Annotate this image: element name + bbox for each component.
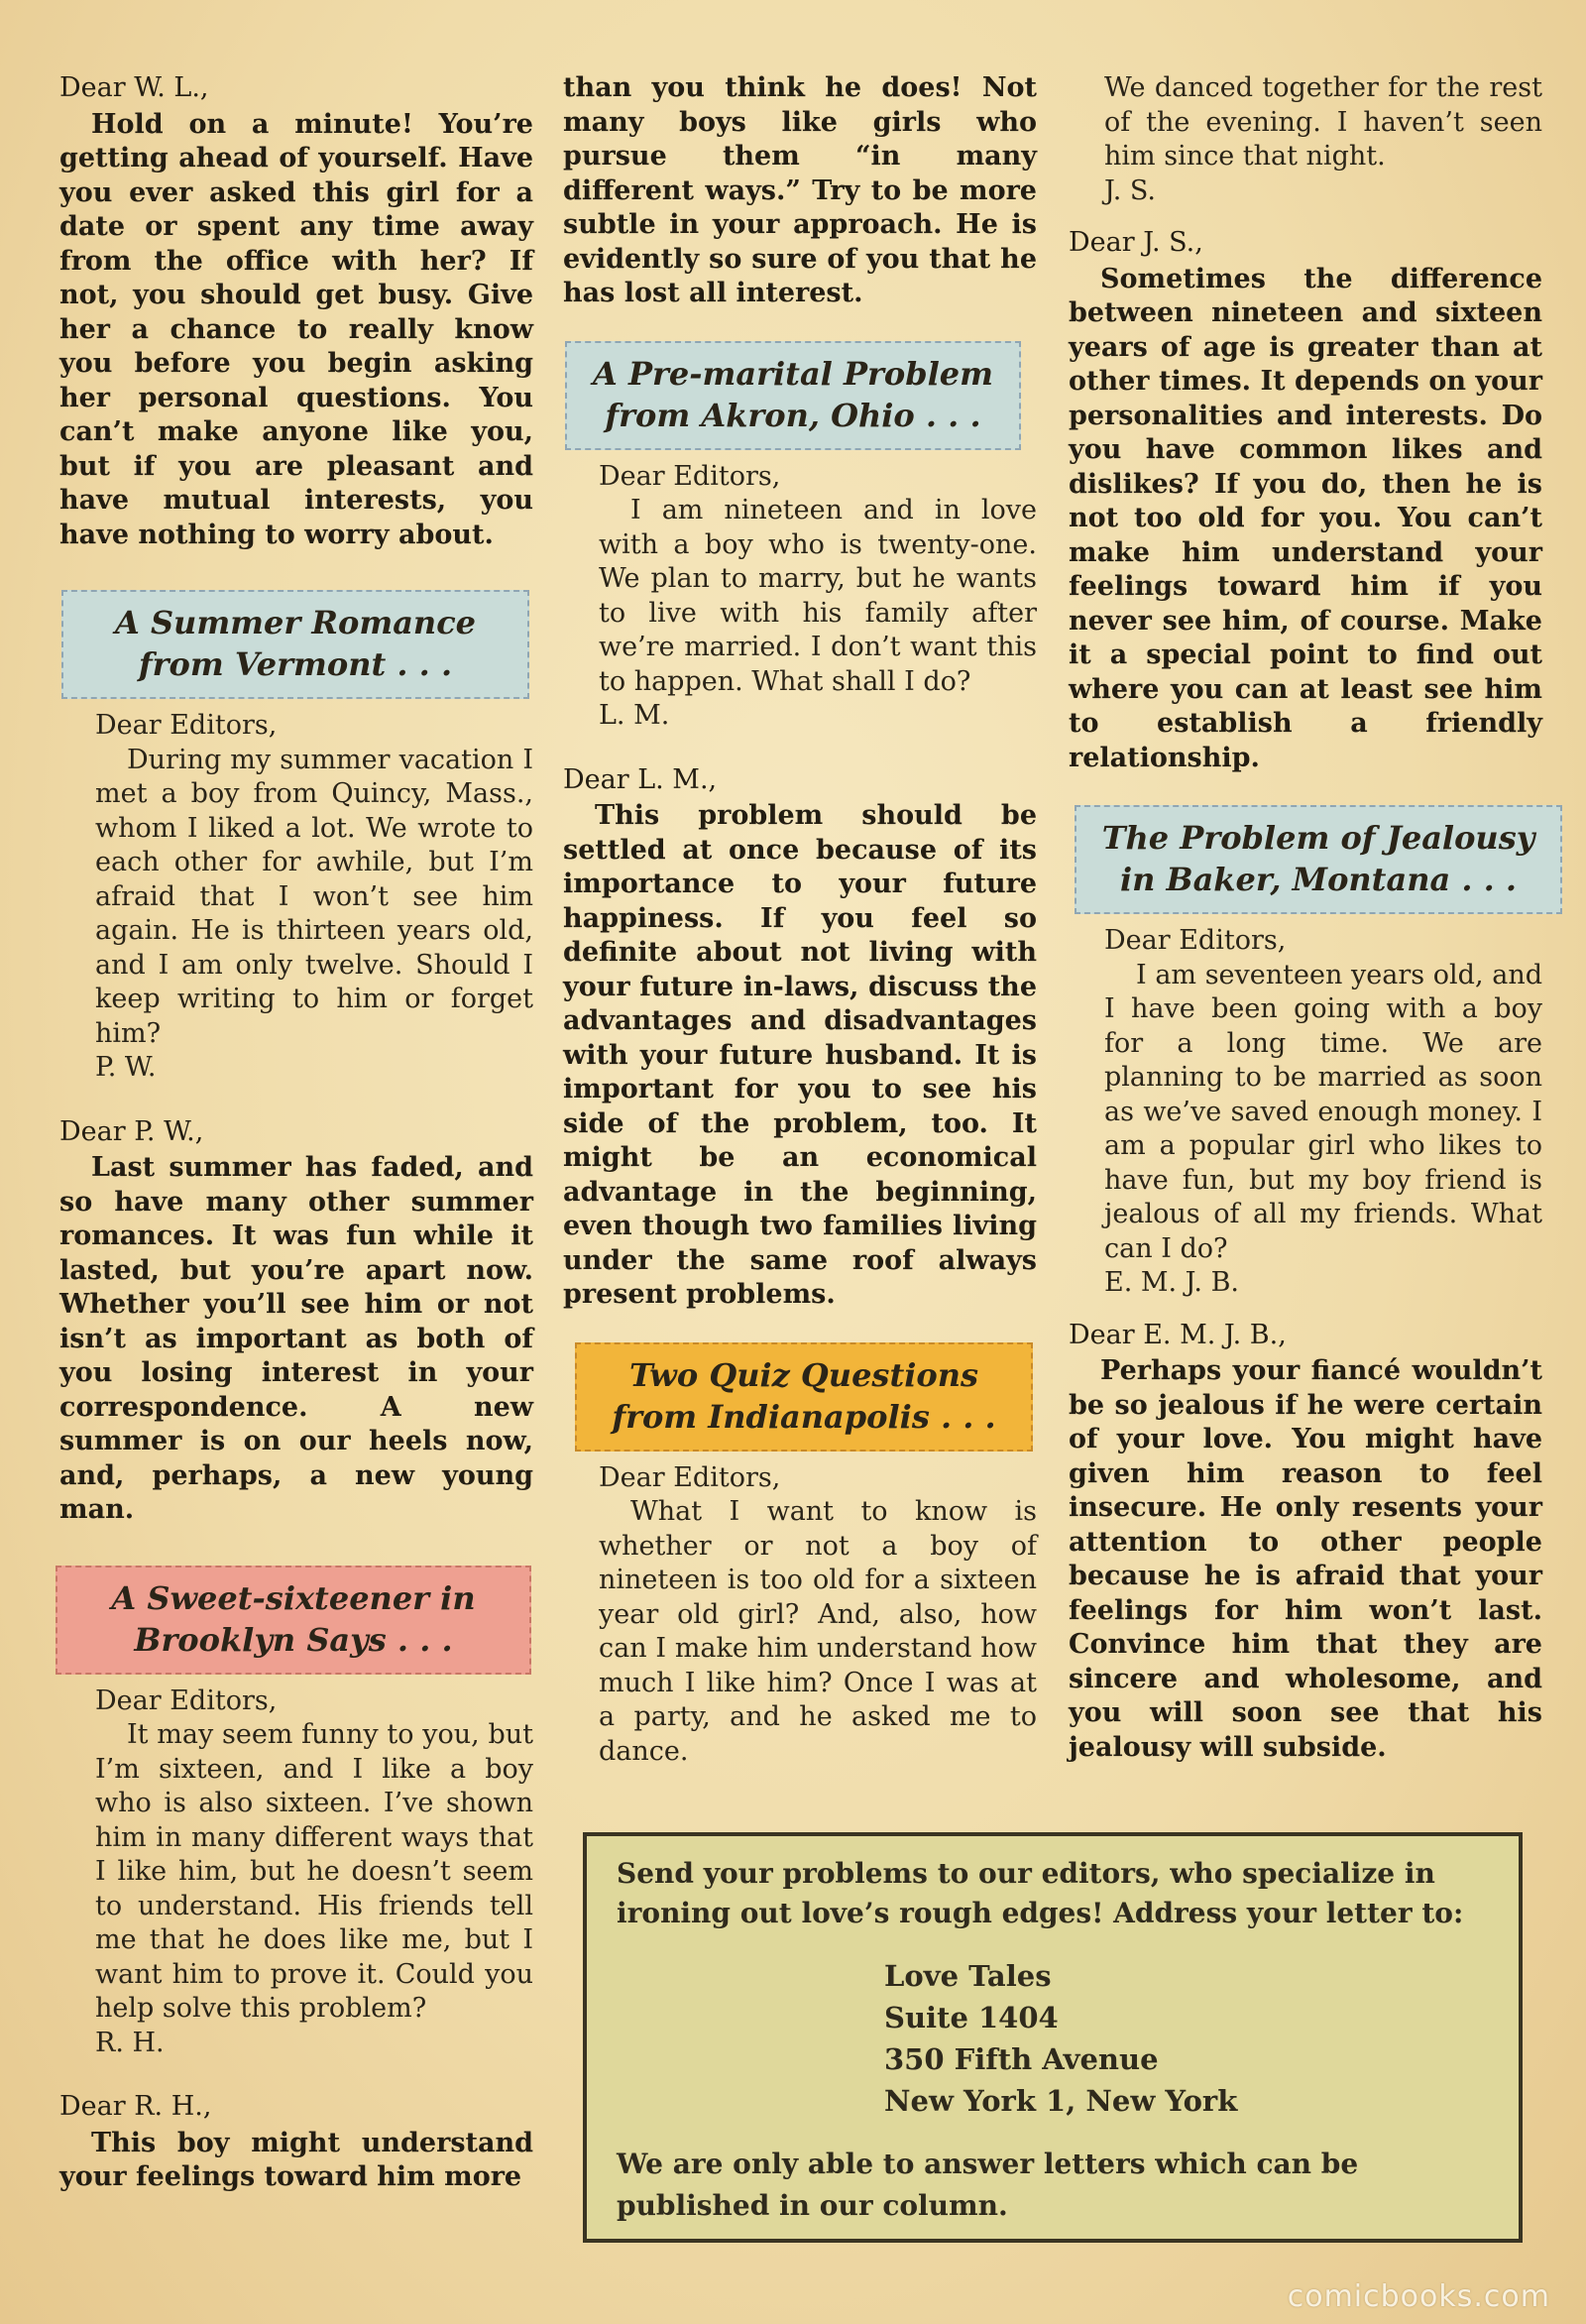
letter-signature: L. M. [599,700,670,731]
reply-lm [563,763,1037,1313]
reply-salutation: Dear E. M. J. B., [1069,1319,1287,1350]
letter-salutation: Dear Editors, [95,1685,278,1716]
reply-rh [59,2090,533,2195]
column-3 [1069,71,1542,1765]
letter-lm [563,460,1037,734]
letter-salutation: Dear Editors, [599,460,781,492]
address-line: 350 Fifth Avenue [884,2042,1159,2076]
letter-body: It may seem funny to you, but I’m sixteen, and I like a boy who is also sixteen. I’ve shown him in many different ways that I like him, but he doesn’t seem to understand. His friends tell me that he does like me, but I want him to prove it. Could you help solve this problem? [95,1719,533,2024]
heading-indianapolis: Two Quiz Questions from Indianapolis . . . [575,1342,1033,1452]
address-line: New York 1, New York [884,2084,1238,2118]
letter-salutation: Dear Editors, [95,710,278,741]
letter-signature: P. W. [95,1052,157,1083]
reply-salutation: Dear R. H., [59,2091,212,2122]
reply-pw [59,1115,533,1528]
reply-salutation: Dear W. L., [59,72,209,103]
reply-body: Sometimes the difference between nineteen and sixteen years of age is greater than at other times. It depends on your personalities and interests. Do you have common likes and dislikes? If you do, then he is not too old for you. You can’t make him understand your feelings toward him if you never see him, of course. Make it a special point to find out where you can at least see him to establish a friendly relationship. [1069,263,1542,773]
heading-montana: The Problem of Jealousy in Baker, Montana . . . [1075,805,1562,914]
letter-salutation: Dear Editors, [1104,925,1287,956]
letter-rh [59,1685,533,2061]
reply-wl [59,71,533,552]
column-1 [59,71,533,2195]
submission-info-box [583,1832,1523,2243]
letter-body: What I want to know is whether or not a boy of nineteen is too old for a sixteen year old girl? And, also, how can I make him understand how much I like him? Once I was at a party, and he asked me to dance. [599,1496,1037,1767]
reply-emjb [1069,1319,1542,1766]
reply-salutation: Dear L. M., [563,763,718,795]
reply-body: This problem should be settled at once because of its importance to your future happiness. If you feel so definite about not living with your future in-laws, discuss the advantages and disadvantages with your future husband. It is important for you to see his side of the problem, too. It might be an economical advantage in the beginning, even though two families living under the same roof always present problems. [563,800,1037,1310]
letter-js [563,1461,1037,1770]
letter-signature: E. M. J. B. [1104,1267,1240,1298]
mailing-address [884,1955,1485,2122]
reply-body: Hold on a minute! You’re getting ahead of yourself. Have you ever asked this girl for a date or spent any time away from the office with her? If not, you should get busy. Give her a chance to really know you before you begin asking her personal questions. You can’t make anyone like you, but if you are pleasant and have mutual interests, you have nothing to worry about. [59,108,533,550]
heading-vermont: A Summer Romance from Vermont . . . [61,590,529,699]
info-note: We are only able to answer letters which can be published in our column. [617,2148,1359,2222]
letter-signature: J. S. [1104,174,1157,206]
letter-body: We danced together for the rest of the evening. I haven’t seen him since that night. [1104,72,1542,172]
watermark: comicbooks.com [1287,2279,1550,2314]
letter-body: I am seventeen years old, and I have been going with a boy for a long time. We are planning to be married as soon as we’ve saved enough money. I am a popular girl who likes to have fun, but my boy friend is jealous of all my friends. What can I do? [1104,959,1542,1264]
reply-body: than you think he does! Not many boys like girls who pursue them “in many different ways.” Try to be more subtle in your approach. He is evidently so sure of you that he has lost all interest. [563,72,1037,308]
letter-emjb [1069,924,1542,1301]
letter-signature: R. H. [95,2027,165,2058]
letter-js-continued [1069,71,1542,208]
reply-rh-continued [563,71,1037,311]
reply-body: Perhaps your fiancé wouldn’t be so jealous if he were certain of your love. You might have given him reason to feel insecure. He only resents your attention to other people because he is afraid that your feelings for him won’t last. Convince him that they are sincere and wholesome, and you will soon see that his jealousy will subside. [1069,1355,1542,1763]
reply-body: This boy might understand your feelings toward him more [59,2127,533,2192]
reply-body: Last summer has faded, and so have many other summer romances. It was fun while it lasted, but you’re apart now. Whether you’ll see him or not isn’t as important as both of you losing interest in your correspondence. A new summer is on our heels now, and, perhaps, a new young man. [59,1152,533,1525]
letter-body: I am nineteen and in love with a boy who is twenty-one. We plan to marry, but he wants to live with his family after we’re married. I don’t want this to happen. What shall I do? [599,495,1037,697]
letter-pw [59,709,533,1086]
letter-salutation: Dear Editors, [599,1461,781,1493]
info-intro: Send your problems to our editors, who specialize in ironing out love’s rough edges! Address your letter to: [617,1857,1464,1929]
reply-salutation: Dear P. W., [59,1115,204,1147]
reply-js [1069,226,1542,775]
column-2 [563,71,1037,1769]
address-line: Love Tales [884,1959,1052,1993]
letter-body: During my summer vacation I met a boy from Quincy, Mass., whom I liked a lot. We wrote to each other for awhile, but I’m afraid that I won’t see him again. He is thirteen years old, and I am only twelve. Should I keep writing to him or forget him? [95,744,533,1049]
address-line: Suite 1404 [884,2001,1059,2034]
heading-akron: A Pre-marital Problem from Akron, Ohio . . . [565,341,1021,450]
heading-brooklyn: A Sweet-sixteener in Brooklyn Says . . . [56,1566,531,1675]
reply-salutation: Dear J. S., [1069,227,1203,258]
